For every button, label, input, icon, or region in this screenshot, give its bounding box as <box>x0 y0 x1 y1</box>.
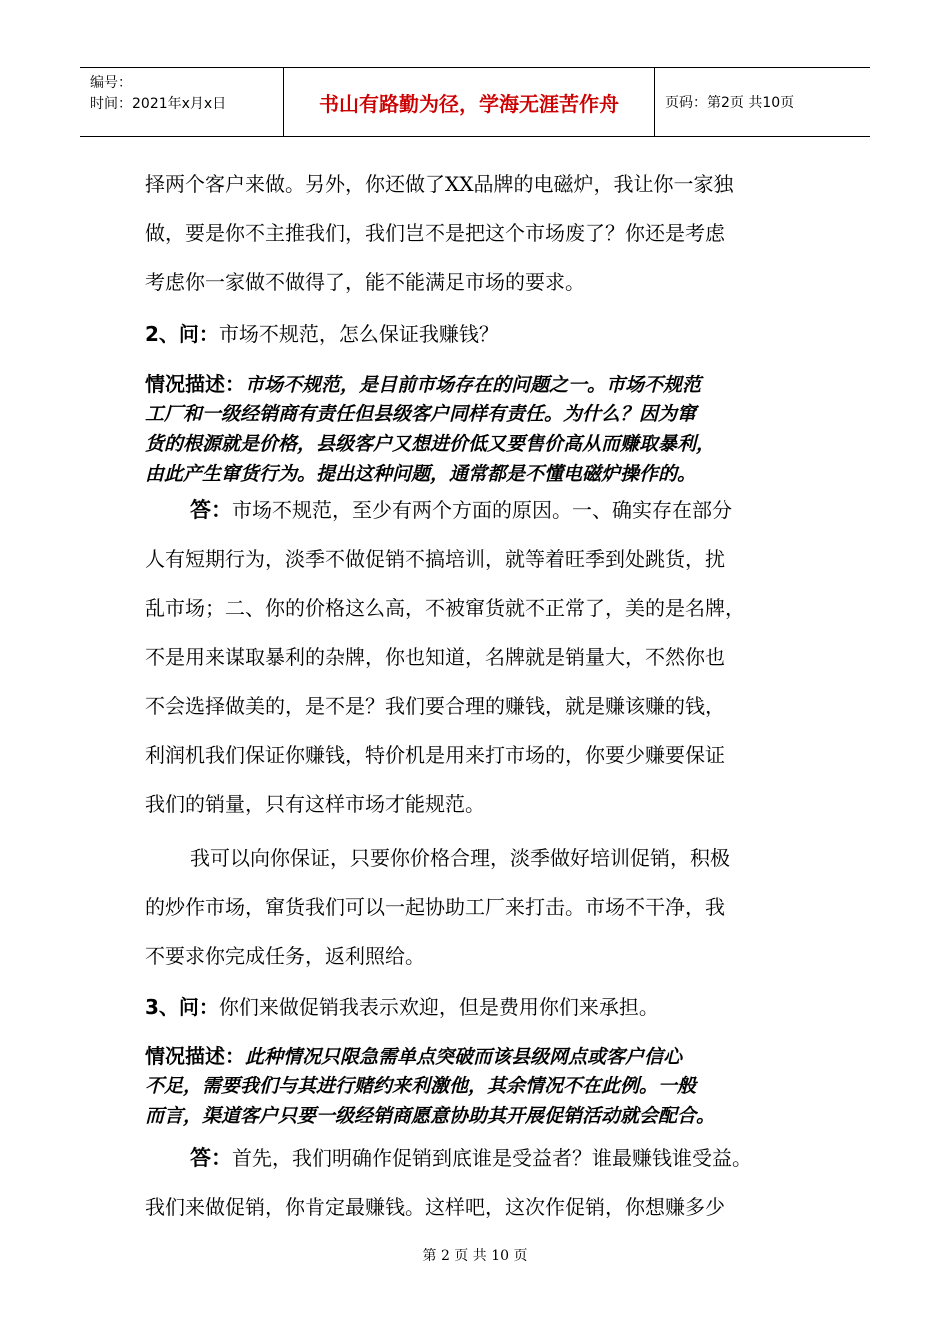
page-info: 页码：第2页 共10页 <box>665 95 795 111</box>
situation-line: 货的根源就是价格，县级客户又想进价低又要售价高从而赚取暴利， <box>145 433 716 455</box>
paragraph-line: 的炒作市场，窜货我们可以一起协助工厂来打击。市场不干净，我 <box>145 895 725 919</box>
question-label: 3、问： <box>145 995 219 1019</box>
header-meta-cell <box>80 68 284 136</box>
situation-line: 而言，渠道客户只要一级经销商愿意协助其开展促销活动就会配合。 <box>145 1105 716 1127</box>
situation-3-line <box>145 1043 682 1070</box>
paragraph-line: 我可以向你保证，只要你价格合理，淡季做好培训促销，积极 <box>190 846 730 870</box>
number-label: 编号： <box>90 75 132 91</box>
question-text: 你们来做促销我表示欢迎，但是费用你们来承担。 <box>218 995 659 1019</box>
motto: 书山有路勤为径，学海无涯苦作舟 <box>284 68 655 136</box>
question-text: 市场不规范，怎么保证我赚钱？ <box>218 322 499 346</box>
header-table <box>80 67 870 137</box>
paragraph-line: 我们来做促销，你肯定最赚钱。这样吧，这次作促销，你想赚多少 <box>145 1195 725 1219</box>
situation-line: 不足，需要我们与其进行赌约来利激他，其余情况不在此例。一般 <box>145 1075 697 1097</box>
paragraph-line: 人有短期行为，淡季不做促销不搞培训，就等着旺季到处跳货，扰 <box>145 547 725 571</box>
answer-3 <box>190 1144 752 1172</box>
paragraph-line: 乱市场；二、你的价格这么高，不被窜货就不正常了，美的是名牌， <box>145 596 745 620</box>
answer-label: 答： <box>190 1146 232 1170</box>
situation-2-line <box>145 371 701 398</box>
situation-text: 市场不规范，是目前市场存在的问题之一。市场不规范 <box>245 374 702 396</box>
situation-label: 情况描述： <box>145 372 245 396</box>
time-label: 时间：2021年x月x日 <box>90 96 227 112</box>
answer-text: 市场不规范，至少有两个方面的原因。一、确实存在部分 <box>232 498 732 522</box>
answer-label: 答： <box>190 498 232 522</box>
question-2 <box>145 320 499 348</box>
question-3 <box>145 993 659 1021</box>
page-footer: 第 2 页 共 10 页 <box>422 1248 528 1264</box>
question-label: 2、问： <box>145 322 219 346</box>
paragraph-line: 我们的销量，只有这样市场才能规范。 <box>145 792 485 816</box>
paragraph-line: 不会选择做美的，是不是？我们要合理的赚钱，就是赚该赚的钱， <box>145 694 725 718</box>
answer-text: 首先，我们明确作促销到底谁是受益者？谁最赚钱谁受益。 <box>232 1146 752 1170</box>
paragraph-line: 做，要是你不主推我们，我们岂不是把这个市场废了？你还是考虑 <box>145 221 725 245</box>
paragraph-line: 不要求你完成任务，返利照给。 <box>145 944 425 968</box>
situation-line: 由此产生窜货行为。提出这种问题，通常都是不懂电磁炉操作的。 <box>145 463 697 485</box>
answer-2 <box>190 496 732 524</box>
paragraph-line: 择两个客户来做。另外，你还做了XX品牌的电磁炉，我让你一家独 <box>145 172 734 196</box>
paragraph-line: 利润机我们保证你赚钱，特价机是用来打市场的，你要少赚要保证 <box>145 743 725 767</box>
situation-label: 情况描述： <box>145 1044 245 1068</box>
situation-text: 此种情况只限急需单点突破而该县级网点或客户信心 <box>245 1046 683 1068</box>
paragraph-line: 不是用来谋取暴利的杂牌，你也知道，名牌就是销量大，不然你也 <box>145 645 725 669</box>
paragraph-line: 考虑你一家做不做得了，能不能满足市场的要求。 <box>145 270 585 294</box>
situation-line: 工厂和一级经销商有责任但县级客户同样有责任。为什么？因为窜 <box>145 403 697 425</box>
